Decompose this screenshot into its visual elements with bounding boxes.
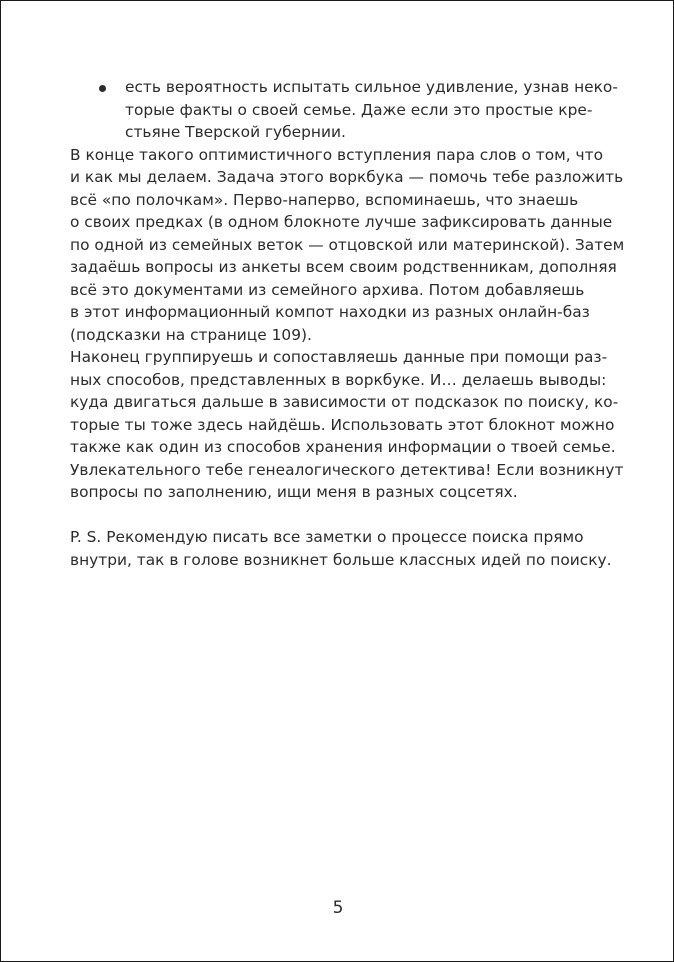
- paragraph-line: в этот информационный компот находки из разных онлайн-баз: [70, 303, 590, 321]
- page-body: [70, 76, 625, 571]
- bullet-line: стьяне Тверской губернии.: [125, 123, 346, 141]
- paragraph-line: задаёшь вопросы из анкеты всем своим родственникам, дополняя: [70, 258, 617, 276]
- postscript-line: внутри, так в голове возникнет больше классных идей по поиску.: [70, 550, 612, 569]
- bullet-line: торые факты о своей семье. Даже если это простые кре-: [125, 100, 593, 119]
- bullet-dot-icon: [99, 85, 106, 92]
- postscript-line: P. S. Рекомендую писать все заметки о процессе поиска прямо: [70, 528, 584, 546]
- paragraph-line: (подсказки на странице 109).: [70, 325, 312, 344]
- paragraph-line: Увлекательного тебе генеалогического детектива! Если возникнут: [70, 460, 624, 479]
- paragraph-line: всё это документами из семейного архива. Потом добавляешь: [70, 280, 585, 299]
- paragraph-line: куда двигаться дальше в зависимости от подсказок по поиску, ко-: [70, 393, 619, 411]
- paragraph-line: Наконец группируешь и сопоставляешь данные при помощи раз-: [70, 348, 608, 366]
- paragraph-spacer: [70, 504, 594, 527]
- page-number: 5: [332, 898, 344, 918]
- paragraph-line: также как один из способов хранения информации о твоей семье.: [70, 438, 616, 456]
- paragraph-line: по одной из семейных веток — отцовской или материнской). Затем: [70, 235, 625, 254]
- bullet-item: [70, 76, 618, 144]
- postscript: [70, 526, 612, 571]
- paragraph-line: В конце такого оптимистичного вступления пара слов о том, что: [70, 145, 604, 164]
- paragraph-line: вопросы по заполнению, ищи меня в разных соцсетях.: [70, 483, 518, 501]
- paragraph-line: о своих предках (в одном блокноте лучше зафиксировать данные: [70, 213, 613, 231]
- paragraph-line: всё «по полочкам». Перво-наперво, вспоминаешь, что знаешь: [70, 190, 579, 209]
- paragraph-line: и как мы делаем. Задача этого воркбука — помочь тебе разложить: [70, 168, 624, 186]
- bullet-line: есть вероятность испытать сильное удивление, узнав неко-: [125, 78, 618, 96]
- paragraph-line: ных способов, представленных в воркбуке. И… делаешь выводы:: [70, 370, 607, 389]
- paragraph-intro-summary: [70, 144, 625, 347]
- paragraph-line: торые ты тоже здесь найдёшь. Использовать этот блокнот можно: [70, 415, 615, 434]
- paragraph-conclusion: [70, 346, 624, 504]
